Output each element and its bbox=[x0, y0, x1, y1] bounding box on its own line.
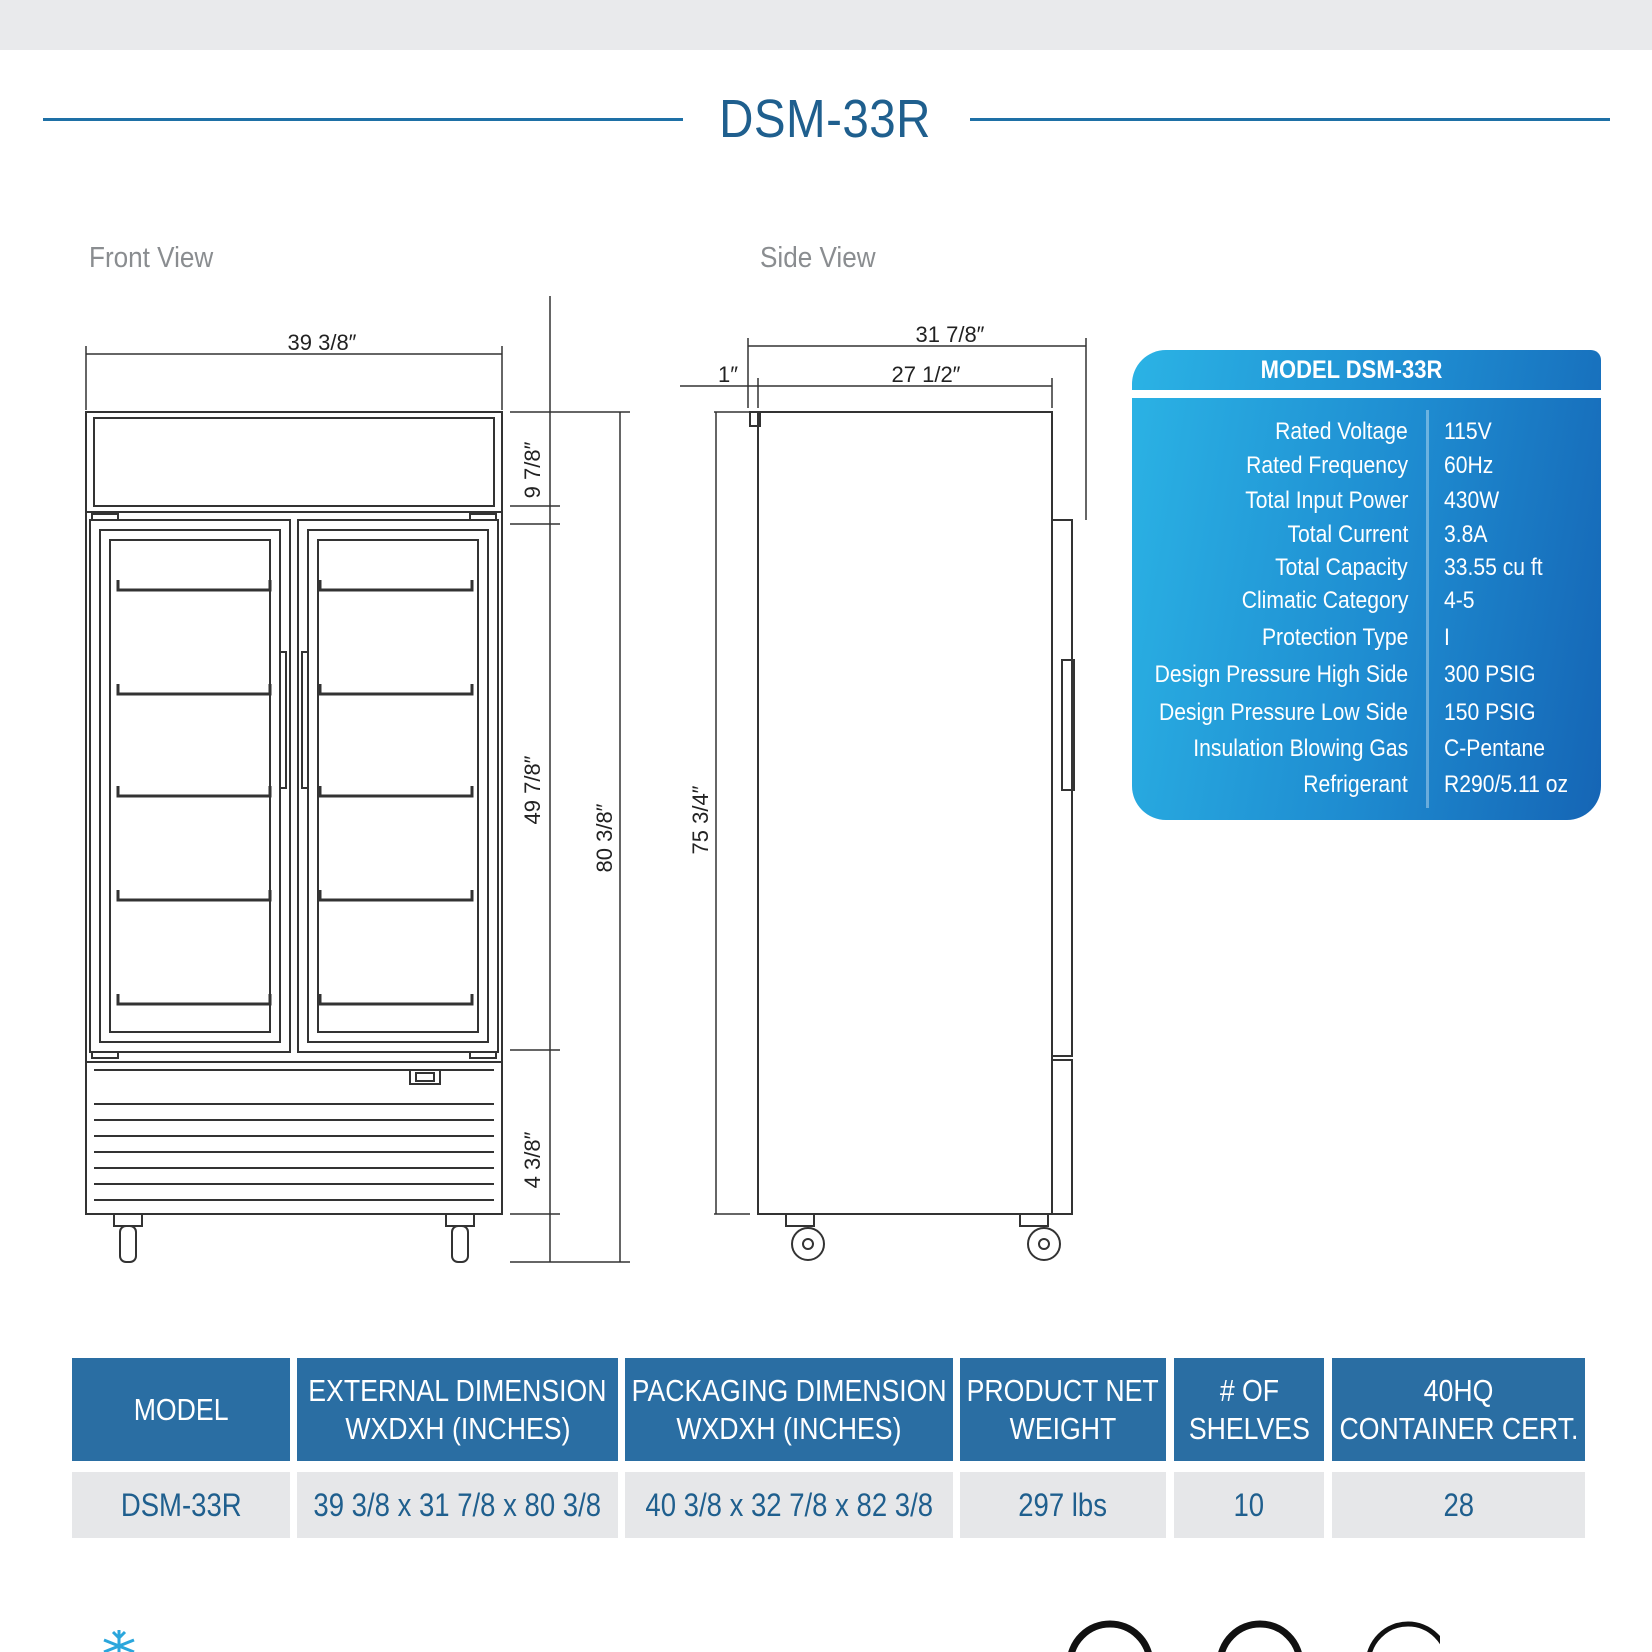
spec-value: 60Hz bbox=[1444, 452, 1494, 479]
spec-row bbox=[1132, 661, 1601, 695]
spec-row bbox=[1132, 771, 1601, 805]
spec-label: Insulation Blowing Gas bbox=[1193, 735, 1408, 762]
door-offset-dim: 1″ bbox=[717, 362, 739, 387]
spec-row bbox=[1132, 554, 1601, 588]
table-header-line: PRODUCT NET bbox=[966, 1372, 1160, 1408]
spec-value: 3.8A bbox=[1444, 521, 1488, 548]
front-dimension-lines bbox=[86, 296, 630, 1262]
table-cell-container-cert bbox=[1332, 1472, 1585, 1538]
spec-value: 115V bbox=[1444, 418, 1492, 445]
spec-label: Design Pressure Low Side bbox=[1159, 699, 1408, 726]
page-title: DSM-33R bbox=[719, 89, 931, 149]
table-header-line: PACKAGING DIMENSION bbox=[631, 1372, 947, 1408]
spec-row bbox=[1132, 735, 1601, 769]
side-depth-dim: 31 7/8″ bbox=[915, 322, 985, 347]
spec-value: 300 PSIG bbox=[1444, 661, 1536, 688]
spec-label: Design Pressure High Side bbox=[1154, 661, 1408, 688]
spec-row bbox=[1132, 452, 1601, 486]
spec-value: I bbox=[1444, 624, 1450, 651]
table-cell-text: 10 bbox=[1233, 1486, 1265, 1523]
spec-panel bbox=[1132, 350, 1601, 820]
table-header-line: WXDXH (INCHES) bbox=[676, 1410, 902, 1446]
table-header-line: WEIGHT bbox=[1009, 1410, 1117, 1446]
spec-label: Total Capacity bbox=[1275, 554, 1408, 581]
table-header-line: # OF bbox=[1219, 1372, 1279, 1408]
table-header-external-dimension bbox=[297, 1358, 618, 1461]
table-cell-net-weight bbox=[960, 1472, 1166, 1538]
table-cell-packaging-dimension bbox=[625, 1472, 953, 1538]
body-depth-dim: 27 1/2″ bbox=[891, 362, 961, 387]
spec-value: C-Pentane bbox=[1444, 735, 1545, 762]
table-header-line: EXTERNAL DIMENSION bbox=[308, 1372, 607, 1408]
spec-label: Total Input Power bbox=[1244, 487, 1408, 514]
spec-divider bbox=[1132, 390, 1601, 398]
front-width-dim: 39 3/8″ bbox=[287, 330, 357, 355]
table-cell-shelves bbox=[1174, 1472, 1324, 1538]
table-cell-text: DSM-33R bbox=[120, 1486, 242, 1523]
side-dimension-lines bbox=[680, 338, 1086, 1214]
side-height-dim: 75 3/4″ bbox=[688, 785, 713, 855]
table-header-container-cert bbox=[1332, 1358, 1585, 1461]
spec-label: Rated Frequency bbox=[1245, 452, 1408, 479]
spec-value: 33.55 cu ft bbox=[1444, 554, 1543, 581]
table-cell-text: 40 3/8 x 32 7/8 x 82 3/8 bbox=[645, 1486, 933, 1523]
spec-row bbox=[1132, 699, 1601, 733]
spec-label: Total Current bbox=[1287, 521, 1408, 548]
table-cell-external-dimension bbox=[297, 1472, 618, 1538]
spec-row bbox=[1132, 624, 1601, 658]
table-header-model bbox=[72, 1358, 290, 1461]
table-header-line: CONTAINER CERT. bbox=[1339, 1410, 1579, 1446]
spec-value: 150 PSIG bbox=[1444, 699, 1536, 726]
spec-row bbox=[1132, 487, 1601, 521]
table-header-packaging-dimension bbox=[625, 1358, 953, 1461]
spec-value: 430W bbox=[1444, 487, 1500, 514]
table-header-shelves bbox=[1174, 1358, 1324, 1461]
table-header-net-weight bbox=[960, 1358, 1166, 1461]
spec-header: MODEL DSM-33R bbox=[1260, 356, 1443, 384]
spec-row bbox=[1132, 587, 1601, 621]
table-cell-text: 28 bbox=[1443, 1486, 1474, 1523]
spec-value: R290/5.11 oz bbox=[1444, 771, 1569, 798]
spec-row bbox=[1132, 418, 1601, 452]
spec-label: Refrigerant bbox=[1303, 771, 1408, 798]
table-header-line: SHELVES bbox=[1188, 1410, 1310, 1446]
overall-height-dim: 80 3/8″ bbox=[592, 803, 617, 873]
front-shelves bbox=[118, 580, 472, 1004]
certification-icon bbox=[1060, 1618, 1440, 1652]
spec-label: Rated Voltage bbox=[1275, 418, 1408, 445]
spec-label: Climatic Category bbox=[1241, 587, 1408, 614]
table-cell-model bbox=[72, 1472, 290, 1538]
table-cell-text: 39 3/8 x 31 7/8 x 80 3/8 bbox=[313, 1486, 602, 1523]
top-section-dim: 9 7/8″ bbox=[520, 441, 545, 499]
table-header-line: MODEL bbox=[133, 1391, 229, 1427]
spec-label: Protection Type bbox=[1261, 624, 1408, 651]
table-cell-text: 297 lbs bbox=[1018, 1486, 1108, 1523]
side-view-label: Side View bbox=[760, 242, 876, 274]
base-height-dim: 4 3/8″ bbox=[520, 1131, 545, 1189]
table-header-line: 40HQ bbox=[1423, 1372, 1494, 1408]
front-view-label: Front View bbox=[89, 242, 214, 274]
door-height-dim: 49 7/8″ bbox=[520, 755, 545, 825]
snowflake-icon bbox=[84, 1628, 154, 1652]
spec-value: 4-5 bbox=[1444, 587, 1475, 614]
front-view-drawing bbox=[86, 412, 502, 1262]
side-view-drawing bbox=[750, 412, 1074, 1260]
table-header-line: WXDXH (INCHES) bbox=[344, 1410, 571, 1446]
spec-row bbox=[1132, 521, 1601, 555]
